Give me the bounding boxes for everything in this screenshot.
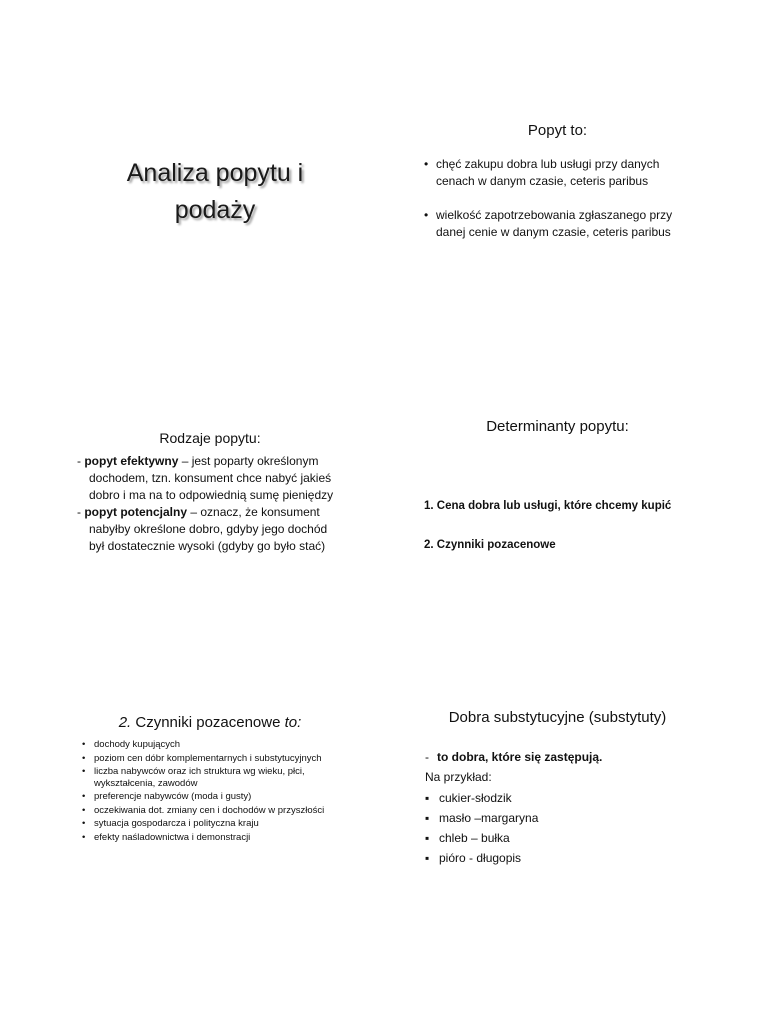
dash: - <box>425 750 429 764</box>
slide-5-title <box>80 714 340 731</box>
slide-5-bullet: • oczekiwania dot. zmiany cen i dochodów w przyszłości <box>82 805 344 817</box>
slide-5-bullet: • dochody kupujących <box>82 739 344 751</box>
term-popyt-potencjalny: popyt potencjalny <box>84 505 188 519</box>
slide-4-item-1: 1. Cena dobra lub usługi, które chcemy kupić <box>424 500 672 512</box>
slide-5-bullet: • sytuacja gospodarcza i polityczna kraju <box>82 818 344 830</box>
slide-5-bullet: • preferencje nabywców (moda i gusty) <box>82 791 344 803</box>
slide-4-item-2: 2. Czynniki pozacenowe <box>424 539 556 551</box>
definition-text: – oznacz, że konsument nabyłby określone dobro, gdyby jego dochód był dostatecznie wysoki (gdyby go było stać) <box>89 505 328 553</box>
slide-6-example-list <box>425 788 665 868</box>
slide-6-example: ▪ cukier-słodzik <box>425 788 665 808</box>
slide-3-item <box>77 453 345 504</box>
slide-6-definition-text: to dobra, które się zastępują. <box>437 750 603 764</box>
slide-2-bullet-list <box>424 156 694 241</box>
slide-5-bullet: • liczba nabywców oraz ich struktura wg wieku, płci, wykształcenia, zawodów <box>82 766 344 789</box>
slide-5-bullet: • efekty naśladownictwa i demonstracji <box>82 832 344 844</box>
slide-6-title: Dobra substytucyjne (substytuty) <box>448 709 667 726</box>
slide-5-bullet-list <box>82 739 344 843</box>
slide-3-items <box>77 453 345 555</box>
dash: - <box>77 505 85 519</box>
term-popyt-efektywny: popyt efektywny <box>84 454 179 468</box>
slide-5-title-end: to: <box>284 714 302 731</box>
slide-5-title-number: 2. <box>118 714 132 731</box>
dash: - <box>77 454 85 468</box>
slide-2-bullet: • chęć zakupu dobra lub usługi przy danych cenach w danym czasie, ceteris paribus <box>424 156 694 190</box>
slide-2-bullet: • wielkość zapotrzebowania zgłaszanego przy danej cenie w danym czasie, ceteris paribus <box>424 207 694 241</box>
slide-1-title-line-1: Analiza popytu i <box>126 159 304 187</box>
slide-6-example-label: Na przykład: <box>425 770 492 784</box>
slide-2-title: Popyt to: <box>527 122 588 139</box>
slide-3-item <box>77 504 345 555</box>
slide-1-title-line-2: podaży <box>174 196 256 224</box>
definition-text: – jest poparty określonym dochodem, tzn. konsument chce nabyć jakieś dobro i ma na to odpowiednią sumę pieniędzy <box>89 454 334 502</box>
slide-4-title: Determinanty popytu: <box>486 418 629 435</box>
slide-5-bullet: • poziom cen dóbr komplementarnych i substytucyjnych <box>82 753 344 765</box>
slide-6-example: ▪ masło –margaryna <box>425 808 665 828</box>
slide-1-title <box>100 155 330 229</box>
slide-6-example: ▪ pióro - długopis <box>425 848 665 868</box>
slide-3-title: Rodzaje popytu: <box>159 430 261 446</box>
slide-6-definition <box>425 750 705 764</box>
slide-6-example: ▪ chleb – bułka <box>425 828 665 848</box>
slide-5-title-text: Czynniki pozacenowe <box>131 714 285 731</box>
